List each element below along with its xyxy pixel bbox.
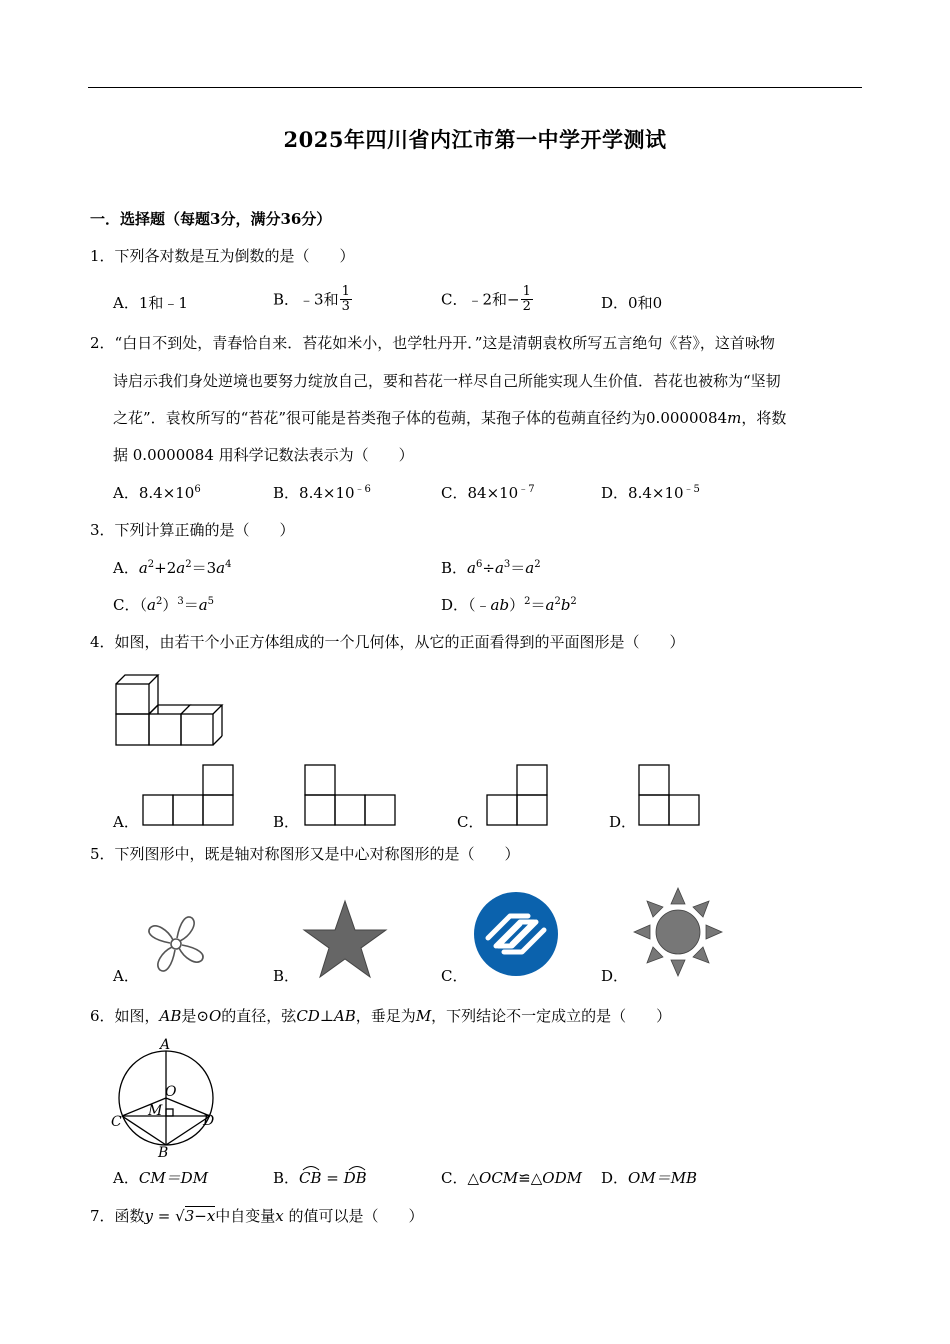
- label-b: B: [158, 1145, 169, 1161]
- q3-option-a: A．$a^2+2a^2=3a^4$: [113, 559, 232, 577]
- q6-circle-figure: [108, 1036, 220, 1161]
- q3-option-d: D．$(﹣ab)^2=a^2b^2$: [441, 596, 577, 614]
- q4-option-d-figure: [638, 764, 702, 827]
- q5-stem: 5．下列图形中，既是轴对称图形又是中心对称图形的是（ ）: [90, 845, 520, 863]
- q1-option-b: B．﹣3和 $\frac{1}{3}$: [273, 284, 350, 314]
- china-mobile-logo-icon: [472, 890, 560, 978]
- q2-line-3: 之花”．袁枚所写的“苔花”很可能是苔类孢子体的苞蒴，某孢子体的苞蒴直径约为0.0000084m，将数: [113, 409, 787, 427]
- q4-option-a-label: A．: [113, 813, 139, 831]
- q5-option-d-label: D．: [601, 967, 629, 985]
- label-m: M: [148, 1103, 163, 1119]
- q2-option-a: A．$8.4\times 10^6$: [113, 484, 201, 502]
- q1-stem: 1．下列各对数是互为倒数的是（ ）: [90, 247, 355, 265]
- q4-option-c-figure: [486, 764, 550, 827]
- q4-option-b-figure: [304, 764, 398, 827]
- sun-icon: [632, 886, 724, 978]
- q6-option-c: C．△OCM≌△ODM: [441, 1169, 582, 1187]
- fan-icon: [140, 908, 212, 980]
- q6-option-d: D．OM＝MB: [601, 1169, 698, 1187]
- q2-option-d: D．$8.4\times 10^{﹣5}$: [601, 484, 700, 502]
- q2-option-c: C．$84\times 10^{﹣7}$: [441, 484, 535, 502]
- q2-line-4: 据 0.0000084 用科学记数法表示为（ ）: [113, 446, 414, 464]
- q5-option-b-label: B．: [273, 967, 300, 985]
- label-d: D: [203, 1113, 215, 1129]
- fraction-one-third: $\frac{1}{3}$: [341, 284, 350, 314]
- label-o: O: [165, 1084, 177, 1100]
- q3-option-b: B．$a^6\div a^3=a^2$: [441, 559, 541, 577]
- label-a: A: [160, 1037, 171, 1053]
- label-c: C: [111, 1114, 122, 1130]
- exam-title: 2025年四川省内江市第一中学开学测试: [283, 127, 667, 152]
- q2-option-b: B．$8.4\times 10^{﹣6}$: [273, 484, 371, 502]
- q4-option-c-label: C．: [457, 813, 484, 831]
- star-icon: [302, 899, 388, 979]
- q6-option-a: A．CM＝DM: [113, 1169, 209, 1187]
- q6-stem: 6．如图，AB是⊙O的直径，弦CD⊥AB，垂足为M，下列结论不一定成立的是（ ）: [90, 1007, 672, 1025]
- arc-marks: [301, 1163, 371, 1171]
- q2-line-2: 诗启示我们身处逆境也要努力绽放自己，要和苔花一样尽自己所能实现人生价值．苔花也被称为“坚韧: [113, 372, 781, 390]
- top-rule: [88, 87, 862, 88]
- q1-option-c: C．﹣2和− $\frac{1}{2}$: [441, 284, 531, 314]
- q3-stem: 3．下列计算正确的是（ ）: [90, 521, 295, 539]
- q1-option-a: A．1和﹣1: [113, 294, 188, 312]
- q4-solid-figure: [112, 672, 240, 752]
- q4-option-a-figure: [142, 764, 236, 827]
- q4-option-b-label: B．: [273, 813, 300, 831]
- section-heading: 一．选择题（每题3分，满分36分）: [90, 210, 332, 228]
- q5-option-c-label: C．: [441, 967, 468, 985]
- q4-stem: 4．如图，由若干个小正方体组成的一个几何体，从它的正面看得到的平面图形是（ ）: [90, 633, 685, 651]
- q3-option-c: C．$(a^2)^3=a^5$: [113, 596, 215, 614]
- q6-option-b: B．CB = DB: [273, 1169, 367, 1187]
- q2-line-1: 2．“白日不到处，青春恰自来．苔花如米小，也学牡丹开．”这是清朝袁枚所写五言绝句《苔》，这首咏物: [90, 334, 775, 352]
- fraction-one-half: $\frac{1}{2}$: [522, 284, 531, 314]
- q7-stem: 7．函数y = √3−x中自变量x 的值可以是（ ）: [90, 1207, 424, 1225]
- sqrt-symbol: √: [175, 1207, 185, 1225]
- q5-option-a-label: A．: [113, 967, 139, 985]
- q4-option-d-label: D．: [609, 813, 637, 831]
- q1-option-d: D．0和0: [601, 294, 663, 312]
